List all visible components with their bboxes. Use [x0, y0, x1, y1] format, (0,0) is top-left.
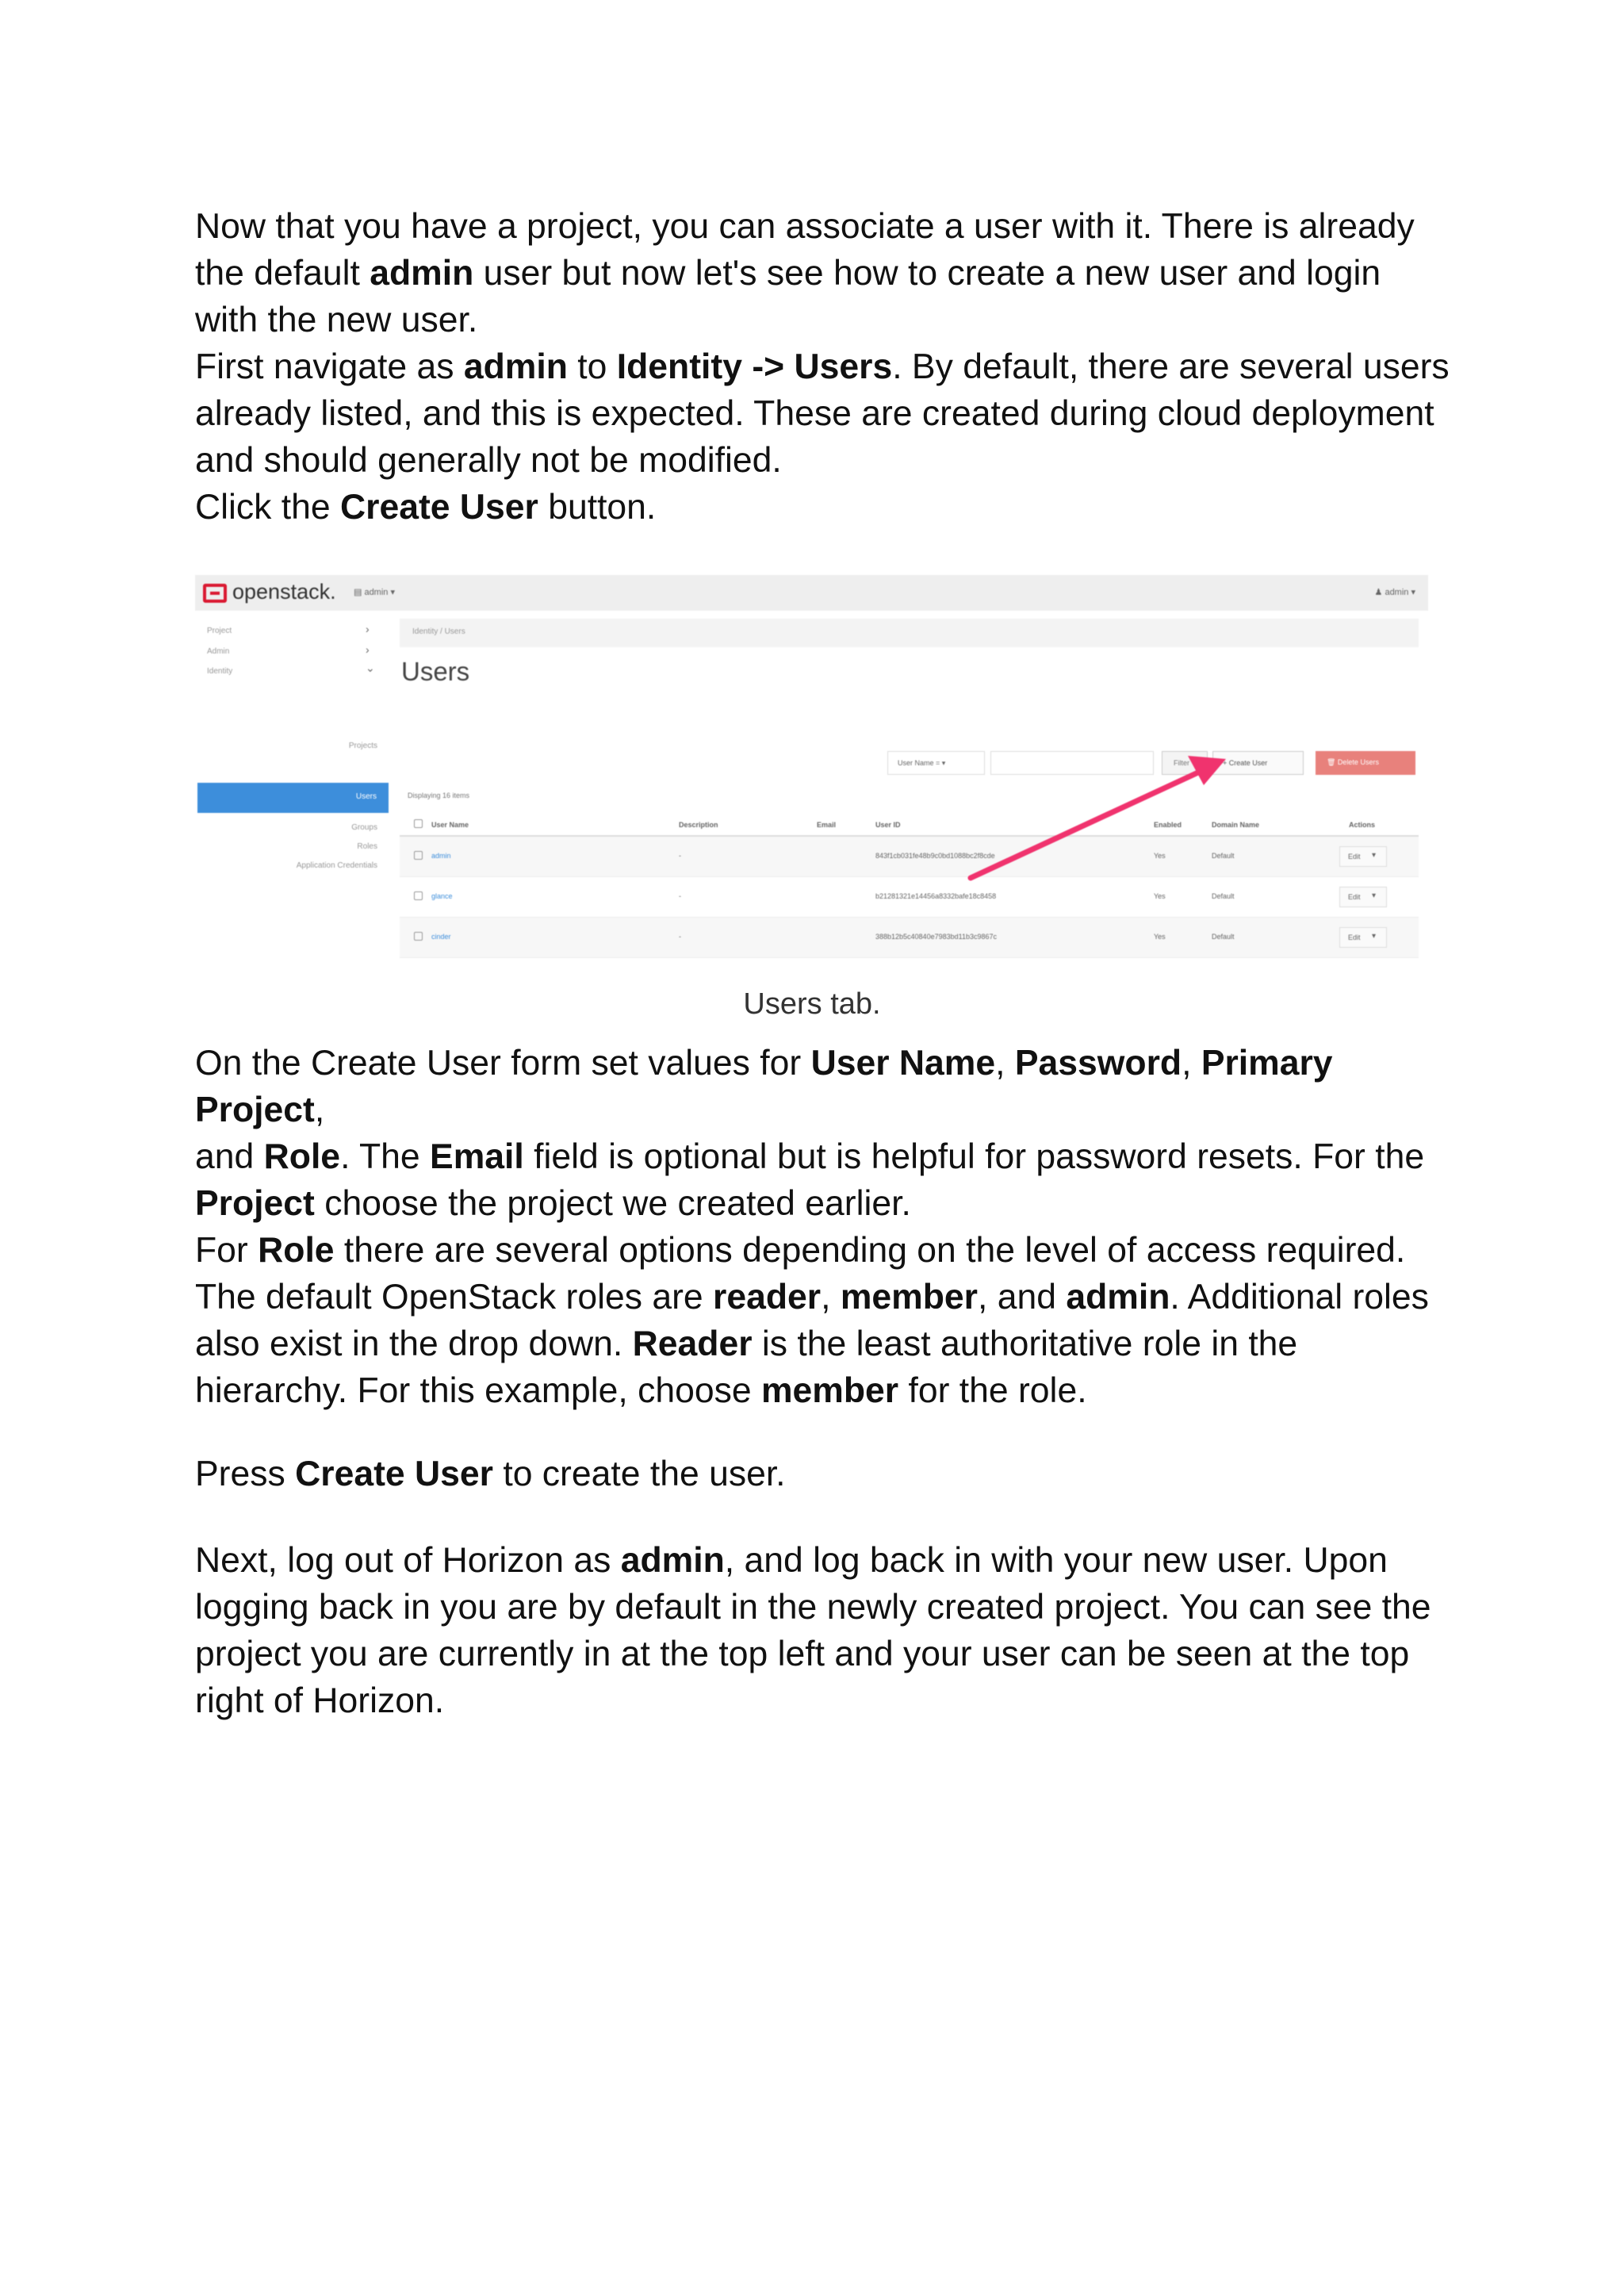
filter-field-select[interactable]: User Name = ▾ [887, 751, 985, 775]
sidebar-item-roles[interactable]: Roles [357, 842, 377, 851]
logout-paragraph: Next, log out of Horizon as admin, and log back in with your new user. Upon logging back in you are by default in the newly created project. You can see the project you are currently in at the top left and your user can be seen at the top right of Horizon. [195, 1541, 1431, 1720]
bold-term: admin [370, 254, 474, 293]
column-header-email[interactable]: Email [817, 821, 837, 829]
bold-term: member [760, 1371, 899, 1410]
page-title: Users [401, 657, 470, 686]
bold-term: Create User [295, 1455, 493, 1493]
user-description: - [679, 892, 681, 900]
user-dropdown[interactable]: ♟ admin ▾ [1374, 588, 1415, 597]
user-description: - [679, 852, 681, 860]
sidebar-item-users-label: Users [355, 792, 377, 801]
bold-term: User Name [810, 1044, 996, 1083]
bold-term: Role [263, 1137, 341, 1176]
edit-button[interactable]: Edit [1348, 893, 1361, 901]
bold-term: admin [1066, 1278, 1170, 1317]
chevron-down-icon[interactable]: ▾ [1372, 851, 1377, 860]
chevron-down-icon[interactable]: ▾ [1372, 932, 1377, 941]
sidebar-item-groups[interactable]: Groups [351, 823, 377, 832]
bold-term: admin [620, 1541, 725, 1580]
create-user-button[interactable]: + Create User [1212, 751, 1304, 775]
intro-paragraph: Now that you have a project, you can associate a user with it. There is already the default admin user but now let's see how to create a new user and login with the new user. First navigate as admin to Identity -> Users. By default, there are several users already listed, and this is expected. These are created during cloud deployment and should generally not be modified. Click the Create User button. [195, 207, 1450, 527]
filter-button[interactable]: Filter [1162, 751, 1208, 775]
user-name-link[interactable]: cinder [431, 933, 451, 941]
press-paragraph: Press Create User to create the user. [195, 1455, 786, 1493]
user-enabled: Yes [1154, 852, 1166, 860]
breadcrumb-text[interactable]: Identity / Users [412, 627, 465, 636]
user-domain: Default [1212, 933, 1235, 941]
user-enabled: Yes [1154, 892, 1166, 900]
bold-term: Email [430, 1137, 524, 1176]
bold-term: Role [258, 1231, 335, 1270]
figure-caption: Users tab. [743, 987, 881, 1021]
edit-button[interactable]: Edit [1348, 933, 1361, 941]
openstack-logo-text: openstack. [232, 580, 336, 604]
user-name-link[interactable]: admin [431, 852, 451, 860]
chevron-right-icon: › [366, 623, 370, 635]
sidebar-item-project[interactable]: Project [207, 627, 232, 635]
bold-term: member [840, 1278, 978, 1317]
users-tab-screenshot [195, 575, 1428, 960]
user-domain: Default [1212, 852, 1235, 860]
chevron-down-icon: ⌄ [366, 661, 375, 674]
user-id: 388b12b5c40840e7983bd11b3c9867c [875, 933, 997, 941]
sidebar-item-projects[interactable]: Projects [348, 742, 377, 750]
delete-users-button[interactable]: 🗑 Delete Users [1316, 751, 1415, 775]
sidebar-item-identity[interactable]: Identity [207, 667, 233, 676]
user-domain: Default [1212, 892, 1235, 900]
bold-term: Create User [340, 488, 538, 527]
sidebar-item-application-credentials[interactable]: Application Credentials [296, 861, 377, 870]
column-header-enabled[interactable]: Enabled [1154, 821, 1182, 829]
edit-button[interactable]: Edit [1348, 853, 1361, 861]
chevron-down-icon[interactable]: ▾ [1372, 891, 1377, 900]
column-header-domain-name[interactable]: Domain Name [1212, 821, 1260, 829]
bold-term: Reader [632, 1324, 753, 1363]
user-name-link[interactable]: glance [431, 892, 453, 900]
bold-term: Password [1014, 1044, 1182, 1083]
sidebar-item-admin[interactable]: Admin [207, 647, 230, 656]
user-enabled: Yes [1154, 933, 1166, 941]
role-paragraph: For Role there are several options depending on the level of access required. The default OpenStack roles are reader, member, and admin. Additional roles also exist in the drop down. Reader is the least authoritative role in the hierarchy. For this example, choose member for the role. [195, 1231, 1429, 1410]
column-header-description[interactable]: Description [679, 821, 718, 829]
bold-term: reader [713, 1278, 822, 1317]
user-id: b21281321e14456a8332bafe18c8458 [875, 892, 997, 900]
column-header-actions: Actions [1349, 821, 1376, 829]
bold-term: Identity -> Users [616, 347, 893, 386]
item-count: Displaying 16 items [408, 792, 470, 799]
user-id: 843f1cb031fe48b9c0bd1088bc2f8cde [875, 852, 995, 860]
bold-term: Primary Project [195, 1044, 1333, 1129]
bold-term: Project [195, 1184, 315, 1223]
column-header-user-id[interactable]: User ID [875, 821, 901, 829]
form-paragraph: On the Create User form set values for User Name, Password, Primary Project, and Role. The Email field is optional but is helpful for password resets. For the Project choose the project we created earlier. [195, 1044, 1425, 1223]
bold-term: admin [463, 347, 568, 386]
user-description: - [679, 933, 681, 941]
project-dropdown[interactable]: ▤ admin ▾ [354, 588, 395, 597]
column-header-user-name[interactable]: User Name [431, 821, 469, 829]
chevron-right-icon: › [366, 643, 370, 656]
pointer-arrow-icon [195, 575, 1428, 960]
